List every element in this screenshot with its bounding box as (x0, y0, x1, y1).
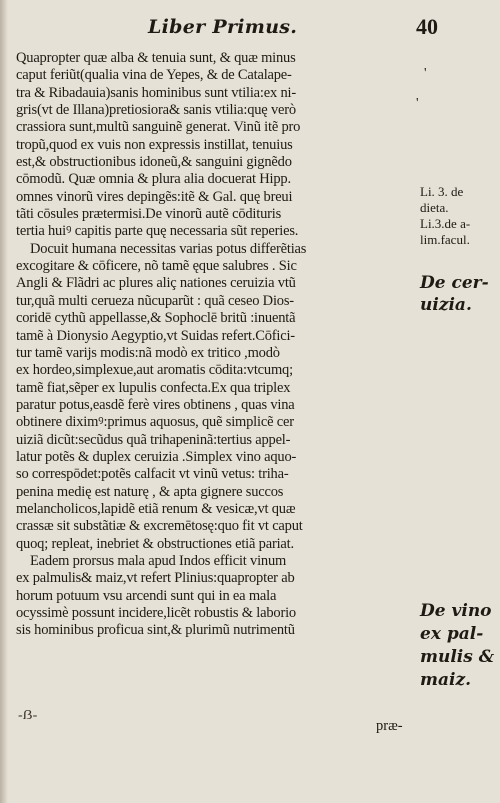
margin-ref-line: Li.3.de a- (420, 216, 471, 231)
margin-heading-ceruizia: uizia. (420, 295, 472, 315)
text-line: omnes vinorũ vires depingẽs:itẽ & Gal. quę breui (16, 188, 293, 205)
text-line: tamẽ fiat,sẽper ex lupulis confecta.Ex qua triplex (16, 379, 291, 396)
text-line: latur potẽs & duplex ceruizia .Simplex vino aquo- (16, 448, 297, 465)
text-line: so correspōdet:potẽs calfacit vt vinũ vetus: triha- (16, 466, 289, 483)
text-line: Angli & Flãdri ac plures aliç nationes ceruizia vtũ (16, 275, 296, 292)
text-line: tertia huiꝰ capitis parte quę necessaria sũt reperies. (16, 223, 299, 240)
margin-heading-vino: mulis & (420, 647, 495, 667)
text-line: Eadem prorsus mala apud Indos efficit vinum (30, 552, 287, 569)
body-text (16, 50, 418, 640)
text-line: horum potuum vsu arcendi sunt qui in ea mala (16, 587, 277, 604)
text-line: sis hominibus proficua sint,& plurimũ nutrimentũ (16, 622, 295, 639)
bottom-ornament: -ẞ- (18, 708, 38, 723)
running-title: Liber Primus. (148, 16, 298, 38)
text-line: Docuit humana necessitas varias potus differẽtias (30, 240, 307, 257)
margin-mark: ' (416, 96, 419, 111)
text-line: gris(vt de Illana)pretiosiora& sanis vtilia:quę verò (16, 102, 296, 119)
text-line: quoq; repleat, inebriet & obstructiones etiã pariat. (16, 535, 294, 552)
text-line: tamẽ à Dionysio Aegyptio,vt Suidas refert.Cōfici- (16, 327, 295, 344)
text-line: penina medię est naturę , & apta gignere succos (16, 483, 284, 500)
page-gutter-shadow (0, 0, 8, 803)
text-line: est,& obstructionibus idoneũ,& sanguini gignẽdo (16, 154, 292, 171)
text-line: caput feriũt(qualia vina de Yepes, & de Catalape- (16, 67, 292, 84)
margin-heading-vino: ex pal- (420, 624, 484, 644)
text-line: coridē cythũ appellasse,& Sophoclē britũ :inuentã (16, 310, 296, 327)
text-line: paratur potus,easdẽ ferè vires obtinens , quas vina (16, 396, 295, 413)
margin-heading-vino: De vino (420, 601, 492, 621)
margin-mark: ' (424, 66, 427, 81)
text-line: ex hordeo,simplexue,aut aromatis cōdita:vtcumq; (16, 362, 293, 379)
text-line: tropũ,quod ex vuis non expressis instillat, tenuius (16, 136, 293, 153)
running-head (148, 16, 438, 38)
text-line: ex palmulis& maiz,vt refert Plinius:quapropter ab (16, 570, 295, 587)
catchword: præ- (376, 718, 403, 734)
text-line: melancholicos,lapidẽ etiã renum & vesicæ,vt quæ (16, 500, 296, 517)
margin-notes (416, 0, 498, 803)
margin-ref-line: lim.facul. (420, 232, 470, 247)
text-line: crassiora sunt,multũ sanguinẽ generat. Vinũ itẽ pro (16, 119, 301, 136)
margin-heading-ceruizia: De cer- (420, 273, 489, 293)
text-line: cōmodũ. Quæ omnia & plura alia docuerat Hipp. (16, 171, 291, 188)
text-line: ocyssimè possunt incidere,licẽt robustis & laborio (16, 605, 296, 621)
text-line: uiziã dicũt:secũdus quã trihapeninã:tertius appel- (16, 431, 291, 448)
margin-ref-line: Li. 3. de (420, 184, 464, 199)
text-line: tãti cōsules prætermisi.De vinorũ autẽ cōdituris (16, 206, 282, 223)
page-number: 40 (416, 14, 438, 39)
text-line: excogitare & cōficere, nõ tamẽ ęque salubres . Sic (16, 258, 297, 275)
text-line: tur,quã multi cerueza nũcuparũt : quã ceseo Dios- (16, 292, 294, 309)
margin-ref-line: dieta. (420, 200, 449, 215)
text-line: obtinere diximꝰ:primus aquosus, quẽ simplicẽ cer (16, 414, 294, 431)
margin-heading-vino: maiz. (420, 670, 472, 690)
text-line: crassæ sit substãtiæ & excremētosę:quo fit vt caput (16, 518, 303, 535)
text-line: tur tamẽ varijs modis:nã modò ex tritico ,modò (16, 344, 280, 361)
text-line: Quapropter quæ alba & tenuia sunt, & quæ minus (16, 50, 296, 66)
text-line: tra & Ribadauia)sanis hominibus sunt vtilia:ex ni- (16, 84, 296, 101)
